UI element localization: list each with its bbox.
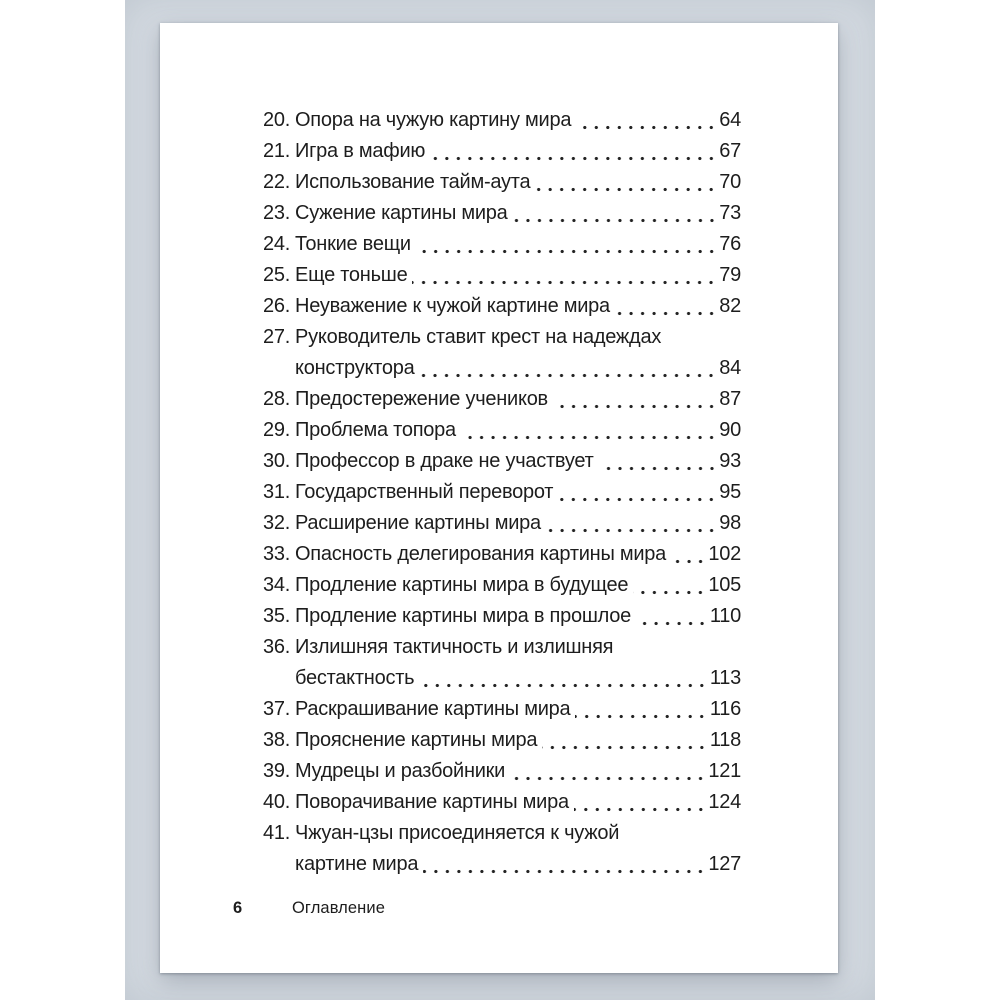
toc-entry-number: 40. <box>263 791 291 813</box>
toc-entry-title: Расширение картины мира <box>295 512 541 534</box>
toc-entry-page: 98 <box>719 512 741 534</box>
toc-row <box>263 539 741 570</box>
toc-row <box>263 756 741 787</box>
dot-leader <box>419 683 708 688</box>
toc-row <box>263 570 741 601</box>
dot-leader <box>419 373 717 378</box>
toc-entry-number: 21. <box>263 140 291 162</box>
toc-row <box>263 260 741 291</box>
toc-entry-title: Сужение картины мира <box>295 202 508 224</box>
dot-leader <box>510 776 706 781</box>
toc-entry-number: 38. <box>263 729 291 751</box>
toc-entry-number <box>263 353 295 384</box>
toc-row <box>263 694 741 725</box>
toc-entry-page: 82 <box>719 295 741 317</box>
toc-entry-number: 32. <box>263 512 291 534</box>
toc-entry-page: 90 <box>719 419 741 441</box>
toc-row <box>263 849 741 880</box>
toc-row <box>263 508 741 539</box>
dot-leader <box>558 497 717 502</box>
toc-entry-number: 30. <box>263 450 291 472</box>
toc-row <box>263 105 741 136</box>
toc-entry-page: 121 <box>708 760 741 782</box>
dot-leader <box>576 125 717 130</box>
toc-entry-title: Профессор в драке не участвует <box>295 450 594 472</box>
toc-entry-title: Продление картины мира в прошлое <box>295 605 632 627</box>
toc-entry-title: картине мира <box>295 853 419 875</box>
toc-entry-page: 76 <box>719 233 741 255</box>
toc-entry-number: 31. <box>263 481 291 503</box>
toc-entry-page: 73 <box>719 202 741 224</box>
dot-leader <box>633 590 706 595</box>
toc-row <box>263 322 741 353</box>
dot-leader <box>535 187 717 192</box>
toc-entry-title: Опора на чужую картину мира <box>295 109 572 131</box>
toc-entry-title: Чжуан-цзы присоединяется к чужой <box>295 822 620 844</box>
toc-row <box>263 167 741 198</box>
dot-leader <box>615 311 717 316</box>
toc-row <box>263 291 741 322</box>
toc-entry-title: Проблема топора <box>295 419 456 441</box>
toc-entry-title: Использование тайм-аута <box>295 171 531 193</box>
toc-entry-page: 127 <box>708 853 741 875</box>
toc-entry-number: 27. <box>263 326 291 348</box>
dot-leader <box>671 559 706 564</box>
toc-entry-page: 93 <box>719 450 741 472</box>
toc-entry-number: 24. <box>263 233 291 255</box>
toc-row <box>263 787 741 818</box>
toc-entry-title: Опасность делегирования картины мира <box>295 543 667 565</box>
toc-entry-page: 110 <box>709 605 741 627</box>
toc-row <box>263 818 741 849</box>
toc-row <box>263 725 741 756</box>
toc-entry-number: 33. <box>263 543 291 565</box>
toc-row <box>263 446 741 477</box>
toc-entry-number: 35. <box>263 605 291 627</box>
footer-section-label: Оглавление <box>292 899 385 917</box>
toc-entry-title: Мудрецы и разбойники <box>295 760 506 782</box>
toc-row <box>263 663 741 694</box>
toc-entry-title: конструктора <box>295 357 415 379</box>
toc-row <box>263 136 741 167</box>
dot-leader <box>636 621 708 626</box>
toc-entry-page: 79 <box>719 264 741 286</box>
toc-entry-page: 102 <box>708 543 741 565</box>
toc-entry-page: 64 <box>719 109 741 131</box>
toc-entry-title: Неуважение к чужой картине мира <box>295 295 610 317</box>
toc-entry-number: 37. <box>263 698 291 720</box>
dot-leader <box>461 435 717 440</box>
toc-entry-page: 67 <box>719 140 741 162</box>
toc-entry-title: Руководитель ставит крест на надеждах <box>295 326 662 348</box>
toc-entry-page: 105 <box>708 574 741 596</box>
toc-entry-title: Поворачивание картины мира <box>295 791 569 813</box>
toc-entry-title: Раскрашивание картины мира <box>295 698 571 720</box>
dot-leader <box>423 869 706 874</box>
toc-entry-number: 36. <box>263 636 291 658</box>
toc-entry-number: 20. <box>263 109 291 131</box>
dot-leader <box>575 714 707 719</box>
toc-row <box>263 415 741 446</box>
toc-entry-number: 39. <box>263 760 291 782</box>
toc-entry-number: 28. <box>263 388 291 410</box>
toc-entry-title: Излишняя тактичность и излишняя <box>295 636 614 658</box>
toc-entry-title: Прояснение картины мира <box>295 729 538 751</box>
book-page <box>160 23 838 973</box>
toc-entry-number <box>263 849 295 880</box>
toc-entry-number <box>263 663 295 694</box>
toc-list <box>160 23 838 880</box>
dot-leader <box>546 528 717 533</box>
toc-entry-number: 25. <box>263 264 291 286</box>
toc-entry-title: Еще тоньше <box>295 264 408 286</box>
toc-entry-page: 116 <box>709 698 741 720</box>
toc-entry-page: 118 <box>709 729 741 751</box>
toc-row <box>263 229 741 260</box>
toc-row <box>263 477 741 508</box>
toc-entry-number: 22. <box>263 171 291 193</box>
toc-row <box>263 601 741 632</box>
toc-entry-page: 95 <box>719 481 741 503</box>
toc-entry-number: 26. <box>263 295 291 317</box>
toc-row <box>263 632 741 663</box>
toc-entry-title: Игра в мафию <box>295 140 426 162</box>
toc-row <box>263 384 741 415</box>
dot-leader <box>430 156 717 161</box>
toc-entry-page: 113 <box>709 667 741 689</box>
dot-leader <box>553 404 717 409</box>
toc-entry-page: 124 <box>708 791 741 813</box>
dot-leader <box>542 745 708 750</box>
toc-entry-page: 84 <box>719 357 741 379</box>
toc-entry-title: Предостережение учеников <box>295 388 548 410</box>
dot-leader <box>599 466 718 471</box>
toc-entry-number: 41. <box>263 822 291 844</box>
page-footer <box>233 899 385 918</box>
toc-entry-number: 29. <box>263 419 291 441</box>
toc-entry-number: 34. <box>263 574 291 596</box>
dot-leader <box>513 218 718 223</box>
toc-entry-number: 23. <box>263 202 291 224</box>
footer-page-number: 6 <box>233 899 243 917</box>
toc-entry-title: Продление картины мира в будущее <box>295 574 629 596</box>
dot-leader <box>574 807 707 812</box>
toc-entry-title: Государственный переворот <box>295 481 554 503</box>
toc-entry-page: 87 <box>719 388 741 410</box>
toc-row <box>263 353 741 384</box>
toc-entry-title: Тонкие вещи <box>295 233 411 255</box>
toc-entry-page: 70 <box>719 171 741 193</box>
photo-background-mat <box>125 0 875 1000</box>
toc-row <box>263 198 741 229</box>
dot-leader <box>416 249 717 254</box>
dot-leader <box>412 280 717 285</box>
toc-entry-title: бестактность <box>295 667 415 689</box>
